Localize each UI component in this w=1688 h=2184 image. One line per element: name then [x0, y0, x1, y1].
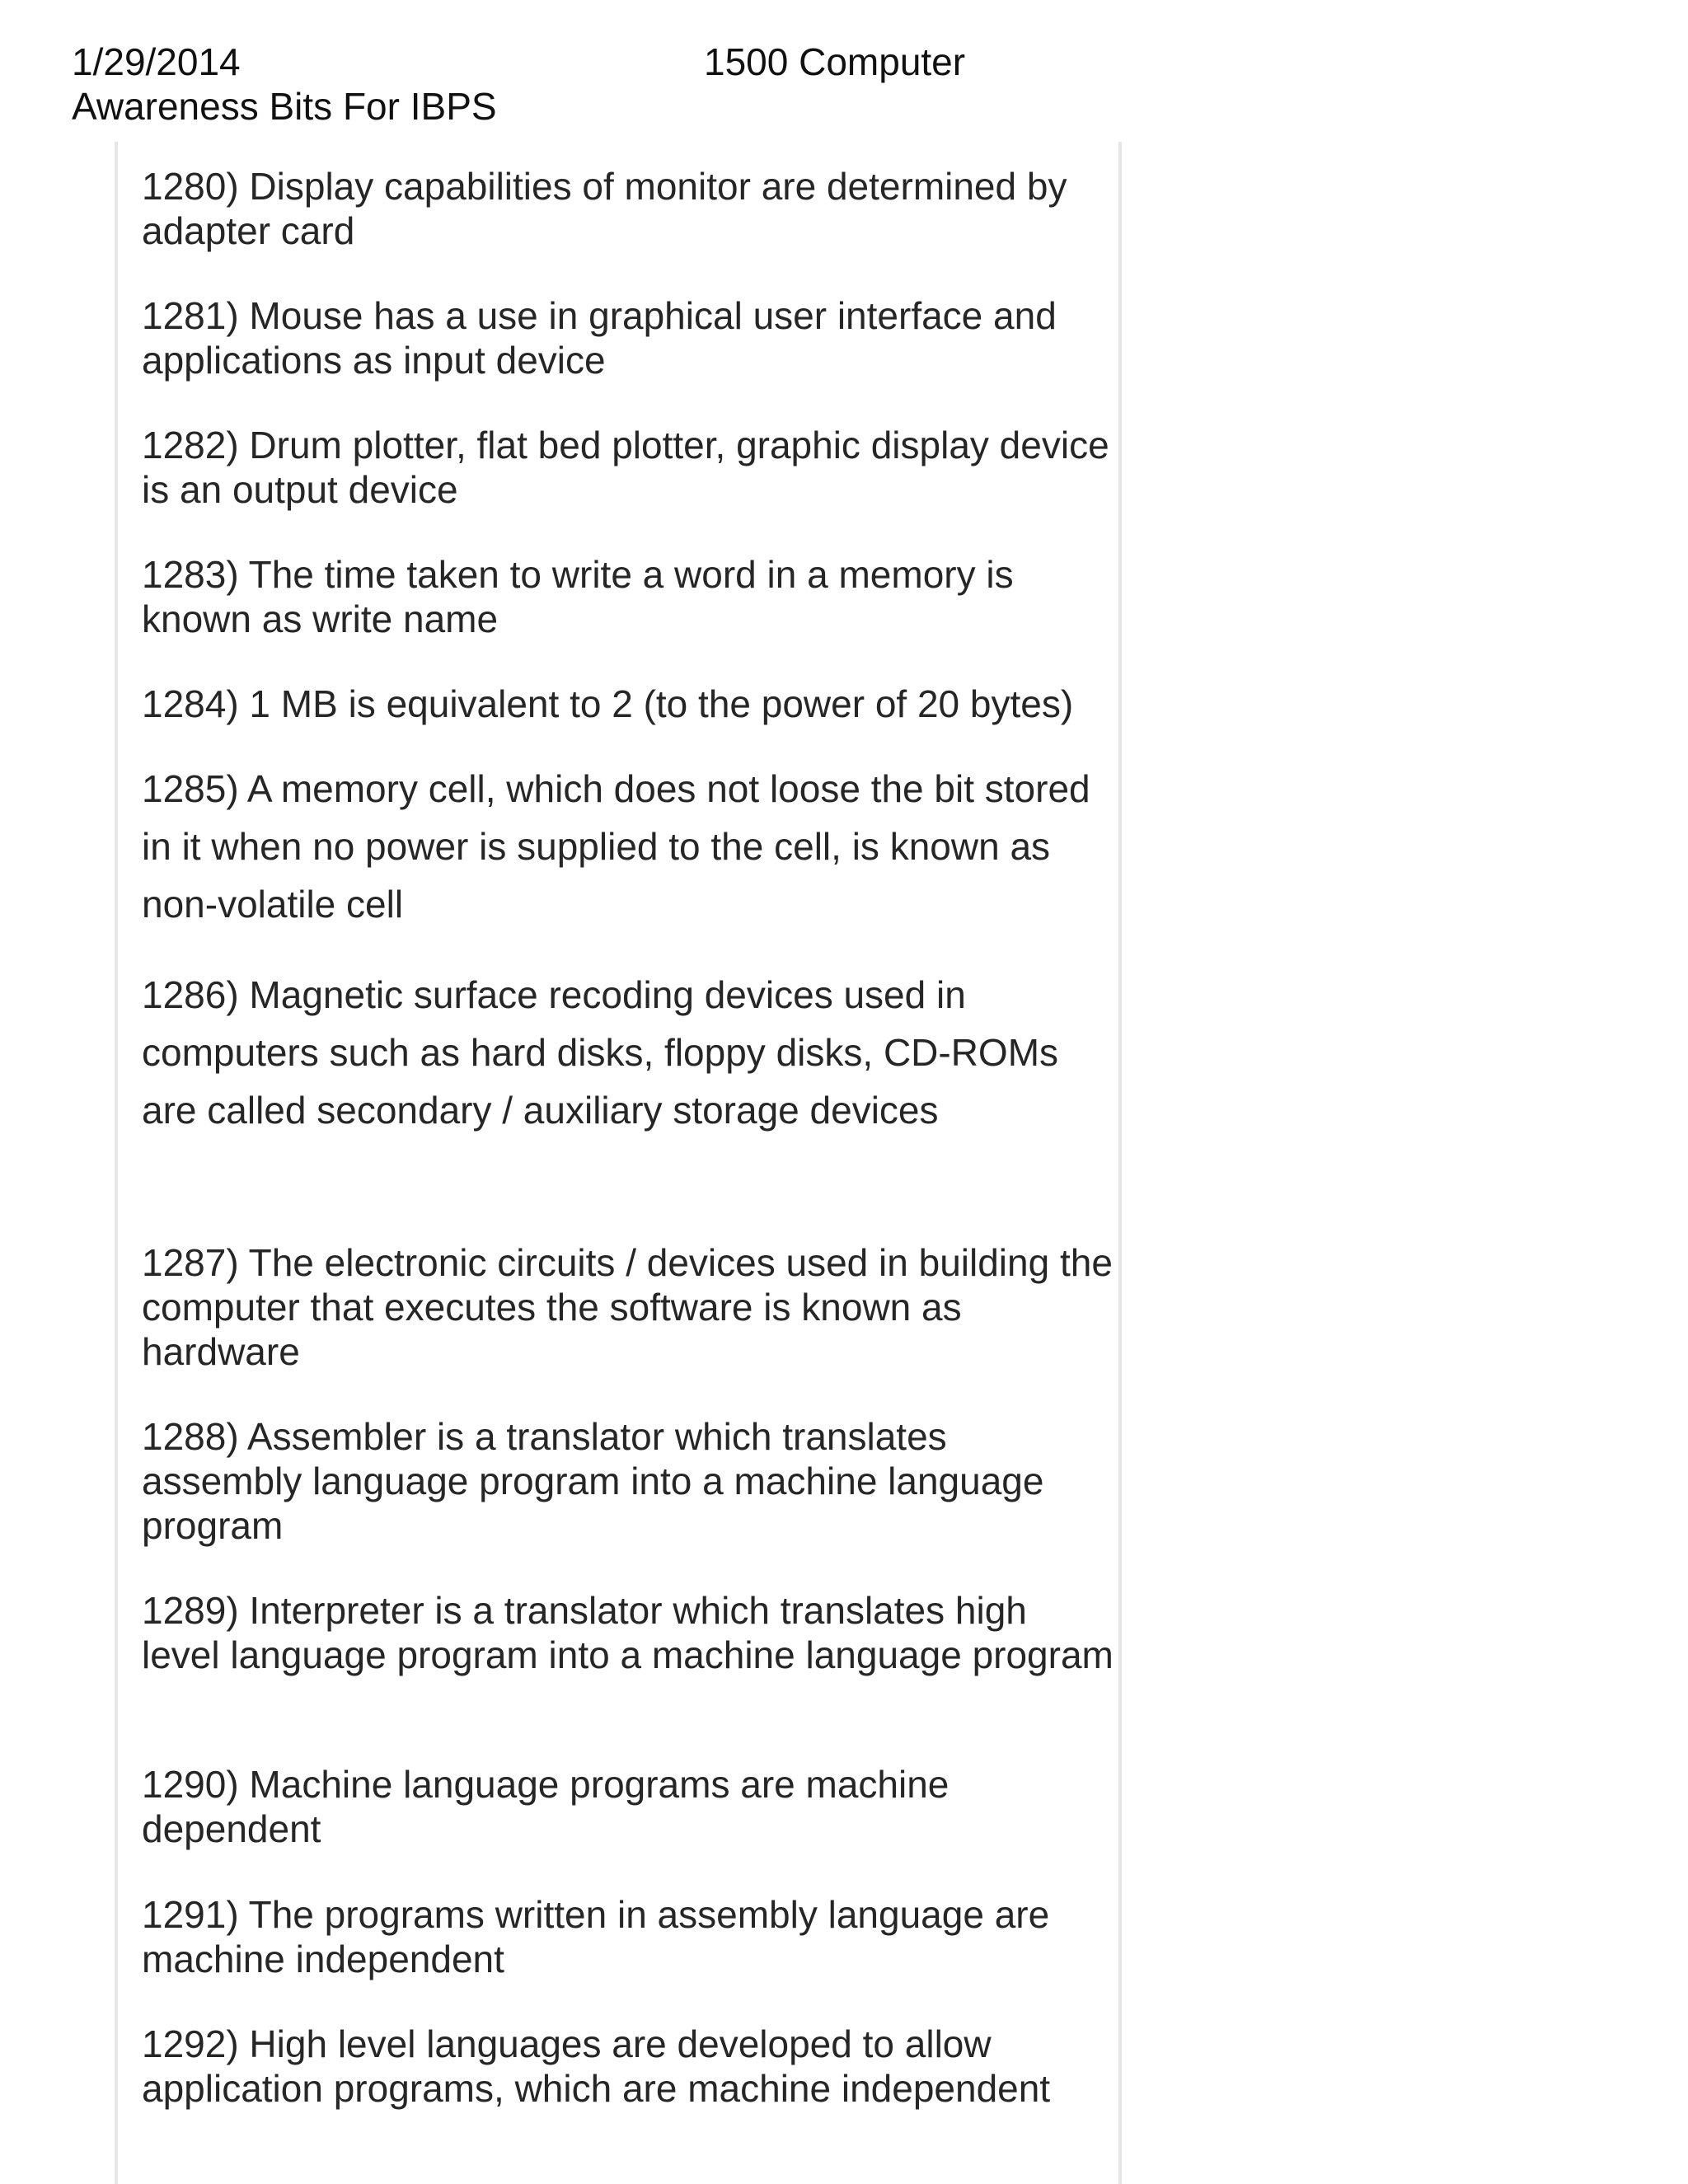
- list-item: 1291) The programs written in assembly language are machine independent: [142, 1893, 1050, 1980]
- list-item: 1287) The electronic circuits / devices used in building the computer that executes the software is known as hardware: [142, 1241, 1113, 1373]
- header-date: 1/29/2014: [72, 40, 241, 83]
- list-item: 1288) Assembler is a translator which translates assembly language program into a machine language program: [142, 1415, 1044, 1547]
- list-item: 1286) Magnetic surface recoding devices used in computers such as hard disks, floppy disks, CD-ROMs are called secondary / auxiliary storage devices: [142, 973, 1059, 1132]
- list-item: 1280) Display capabilities of monitor are determined by adapter card: [142, 165, 1067, 252]
- page-title: 1500 Computer: [704, 40, 966, 83]
- list-item: 1289) Interpreter is a translator which translates high level language program into a machine language program: [142, 1589, 1114, 1676]
- list-item: 1281) Mouse has a use in graphical user interface and applications as input device: [142, 294, 1057, 382]
- list-item: 1292) High level languages are developed to allow application programs, which are machine independent: [142, 2022, 1051, 2110]
- list-item: 1285) A memory cell, which does not loose the bit stored in it when no power is supplied to the cell, is known as non-volatile cell: [142, 767, 1090, 926]
- list-item: 1283) The time taken to write a word in a memory is known as write name: [142, 553, 1014, 640]
- list-item: 1284) 1 MB is equivalent to 2 (to the power of 20 bytes): [142, 682, 1074, 725]
- page-subtitle: Awareness Bits For IBPS: [72, 85, 497, 128]
- list-item: 1290) Machine language programs are machine dependent: [142, 1763, 950, 1850]
- list-item: 1282) Drum plotter, flat bed plotter, graphic display device is an output device: [142, 424, 1109, 511]
